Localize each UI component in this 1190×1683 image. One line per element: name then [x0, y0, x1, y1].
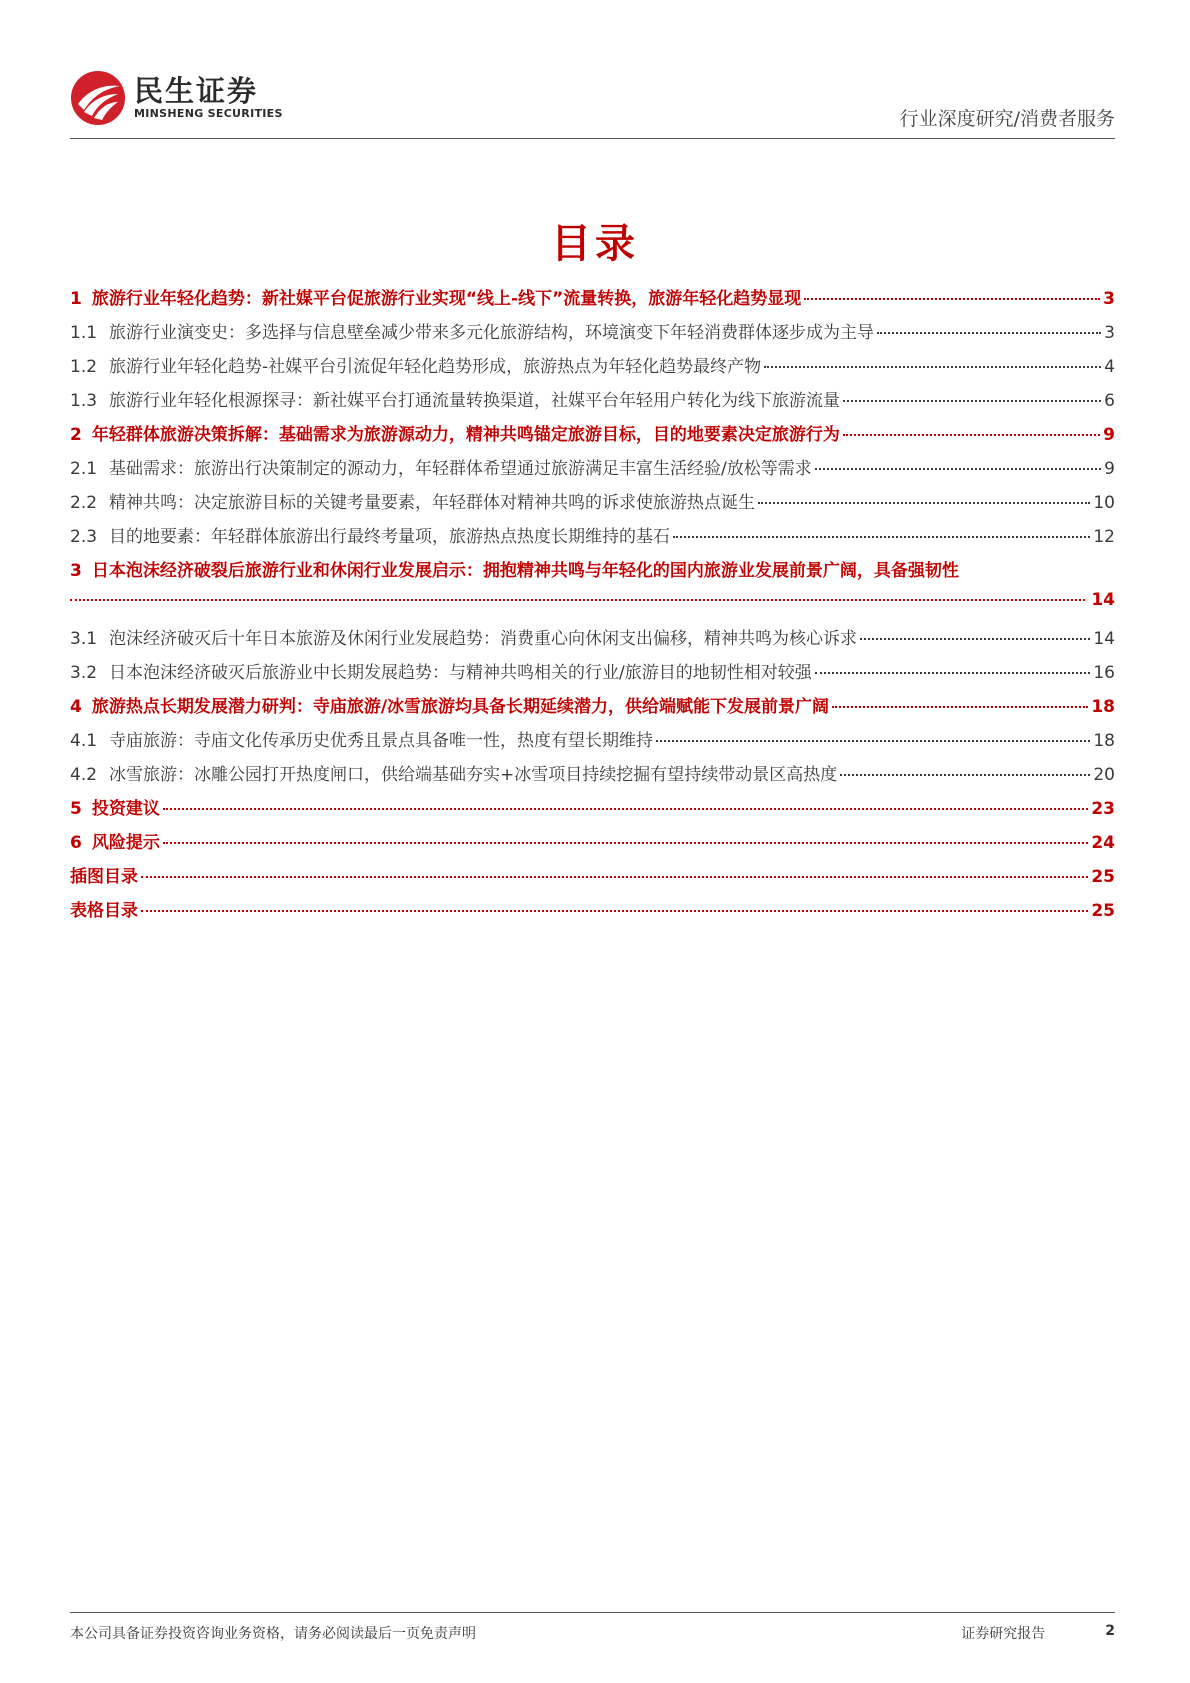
toc-entry-label: 表格目录: [70, 901, 138, 921]
toc-entry-page: 4: [1104, 357, 1115, 377]
toc-entry[interactable]: [70, 488, 1115, 522]
toc-entry-number: 2.1: [70, 459, 98, 479]
toc-entry-page: 10: [1093, 493, 1115, 513]
toc-entry[interactable]: [70, 386, 1115, 420]
toc-entry-number: 1.2: [70, 357, 98, 377]
toc-entry-label: 冰雪旅游：冰雕公园打开热度闸口，供给端基础夯实+冰雪项目持续挖掘有望持续带动景区高热度: [109, 765, 838, 785]
minsheng-logo-icon: [70, 70, 126, 126]
toc-entry-page: 25: [1091, 901, 1115, 921]
toc-leader-dots: [163, 842, 1088, 844]
toc-leader-dots: [860, 638, 1090, 640]
toc-entry[interactable]: [70, 658, 1115, 692]
toc-entry-page: 16: [1093, 663, 1115, 683]
page-footer: [70, 1612, 1115, 1642]
toc-entry-label: 基础需求：旅游出行决策制定的源动力，年轻群体希望通过旅游满足丰富生活经验/放松等需求: [109, 459, 812, 479]
toc-leader-dots: [832, 706, 1088, 708]
toc-leader-dots: [764, 366, 1101, 368]
toc-entry-number: 2.2: [70, 493, 98, 513]
toc-entry-number: 6: [70, 833, 82, 853]
toc-entry[interactable]: [70, 896, 1115, 930]
toc-entry-page: 3: [1104, 323, 1115, 343]
toc-entry-number: 4: [70, 697, 82, 717]
toc-leader-dots: [804, 298, 1100, 300]
toc-entry-number: 3.1: [70, 629, 98, 649]
toc-entry[interactable]: [70, 420, 1115, 454]
toc-entry-label: 旅游热点长期发展潜力研判：寺庙旅游/冰雪旅游均具备长期延续潜力，供给端赋能下发展前景广阔: [91, 697, 830, 717]
toc-entry[interactable]: [70, 794, 1115, 828]
toc-entry[interactable]: [70, 862, 1115, 896]
toc-entry-label: 日本泡沫经济破灭后旅游业中长期发展趋势：与精神共鸣相关的行业/旅游目的地韧性相对较强: [109, 663, 812, 683]
logo-chinese-name: 民生证券: [134, 74, 259, 108]
toc-entry-label: 旅游行业演变史：多选择与信息壁垒减少带来多元化旅游结构，环境演变下年轻消费群体逐步成为主导: [109, 323, 875, 343]
report-category: 行业深度研究/消费者服务: [899, 108, 1115, 130]
toc-entry-label: 寺庙旅游：寺庙文化传承历史优秀且景点具备唯一性，热度有望长期维持: [109, 731, 654, 751]
toc-entry-label: 年轻群体旅游决策拆解：基础需求为旅游源动力，精神共鸣锚定旅游目标，目的地要素决定旅游行为: [91, 425, 840, 445]
toc-leader-dots: [758, 502, 1090, 504]
toc-entry[interactable]: [70, 284, 1115, 318]
toc-leader-dots: [163, 808, 1088, 810]
toc-entry-page: 12: [1093, 527, 1115, 547]
toc-entry-page: 3: [1103, 289, 1115, 309]
footer-page-number: 2: [1105, 1623, 1115, 1639]
toc-entry-page: 18: [1091, 697, 1115, 717]
toc-entry-label: 风险提示: [91, 833, 160, 853]
toc-entry[interactable]: [70, 692, 1115, 726]
toc-entry-label: 旅游行业年轻化根源探寻：新社媒平台打通流量转换渠道，社媒平台年轻用户转化为线下旅游流量: [109, 391, 841, 411]
toc-entry[interactable]: [70, 828, 1115, 862]
toc-entry-label: 旅游行业年轻化趋势：新社媒平台促旅游行业实现“线上-线下”流量转换，旅游年轻化趋势显现: [91, 289, 802, 309]
toc-leader-dots: [877, 332, 1101, 334]
toc-entry-number: 3: [70, 561, 82, 581]
table-of-contents: [70, 284, 1115, 930]
toc-leader-dots: [673, 536, 1090, 538]
toc-entry[interactable]: [70, 624, 1115, 658]
toc-entry[interactable]: [70, 522, 1115, 556]
footer-disclaimer: 本公司具备证券投资咨询业务资格，请务必阅读最后一页免责声明: [70, 1626, 476, 1642]
page-header: [70, 66, 1115, 139]
toc-entry[interactable]: [70, 454, 1115, 488]
toc-entry-number: 1: [70, 289, 82, 309]
toc-entry-number: 2.3: [70, 527, 98, 547]
toc-entry-page: 9: [1104, 459, 1115, 479]
toc-entry-number: 4.1: [70, 731, 98, 751]
toc-entry[interactable]: [70, 556, 1115, 624]
toc-entry[interactable]: [70, 352, 1115, 386]
toc-entry-page: 18: [1093, 731, 1115, 751]
toc-entry-page: 9: [1103, 425, 1115, 445]
toc-entry-label: 日本泡沫经济破裂后旅游行业和休闲行业发展启示：拥抱精神共鸣与年轻化的国内旅游业发展前景广阔，具备强韧性: [91, 561, 959, 581]
toc-entry[interactable]: [70, 726, 1115, 760]
toc-entry-page: 14: [1093, 629, 1115, 649]
toc-entry-label: 目的地要素：年轻群体旅游出行最终考量项，旅游热点热度长期维持的基石: [109, 527, 671, 547]
toc-entry-page: 6: [1104, 391, 1115, 411]
toc-leader-dots: [815, 468, 1101, 470]
toc-entry-number: 1.3: [70, 391, 98, 411]
toc-leader-dots: [141, 876, 1088, 878]
logo-english-name: MINSHENG SECURITIES: [134, 107, 283, 120]
toc-title: 目录: [551, 221, 639, 267]
toc-entry-label: 泡沫经济破灭后十年日本旅游及休闲行业发展趋势：消费重心向休闲支出偏移，精神共鸣为核心诉求: [109, 629, 858, 649]
company-logo: [70, 70, 283, 126]
toc-leader-dots: [815, 672, 1091, 674]
toc-entry[interactable]: [70, 760, 1115, 794]
toc-entry-label: 旅游行业年轻化趋势-社媒平台引流促年轻化趋势形成，旅游热点为年轻化趋势最终产物: [109, 357, 762, 377]
toc-entry-page: 24: [1091, 833, 1115, 853]
toc-entry-number: 5: [70, 799, 82, 819]
toc-leader-dots: [843, 400, 1101, 402]
footer-report-type: 证券研究报告: [961, 1626, 1046, 1642]
toc-entry-label: 插图目录: [70, 867, 138, 887]
toc-entry-page: 23: [1091, 799, 1115, 819]
toc-entry-number: 1.1: [70, 323, 98, 343]
toc-leader-dots: [70, 599, 1085, 601]
toc-entry[interactable]: [70, 318, 1115, 352]
toc-entry-number: 2: [70, 425, 82, 445]
toc-entry-number: 4.2: [70, 765, 98, 785]
toc-entry-page: 20: [1093, 765, 1115, 785]
toc-entry-page: 25: [1091, 867, 1115, 887]
toc-leader-dots: [141, 910, 1088, 912]
toc-leader-dots: [656, 740, 1090, 742]
toc-entry-number: 3.2: [70, 663, 98, 683]
toc-leader-dots: [843, 434, 1100, 436]
toc-entry-label: 精神共鸣：决定旅游目标的关键考量要素，年轻群体对精神共鸣的诉求使旅游热点诞生: [109, 493, 756, 513]
toc-entry-page: 14: [1091, 590, 1115, 610]
toc-leader-dots: [840, 774, 1090, 776]
toc-entry-label: 投资建议: [91, 799, 160, 819]
